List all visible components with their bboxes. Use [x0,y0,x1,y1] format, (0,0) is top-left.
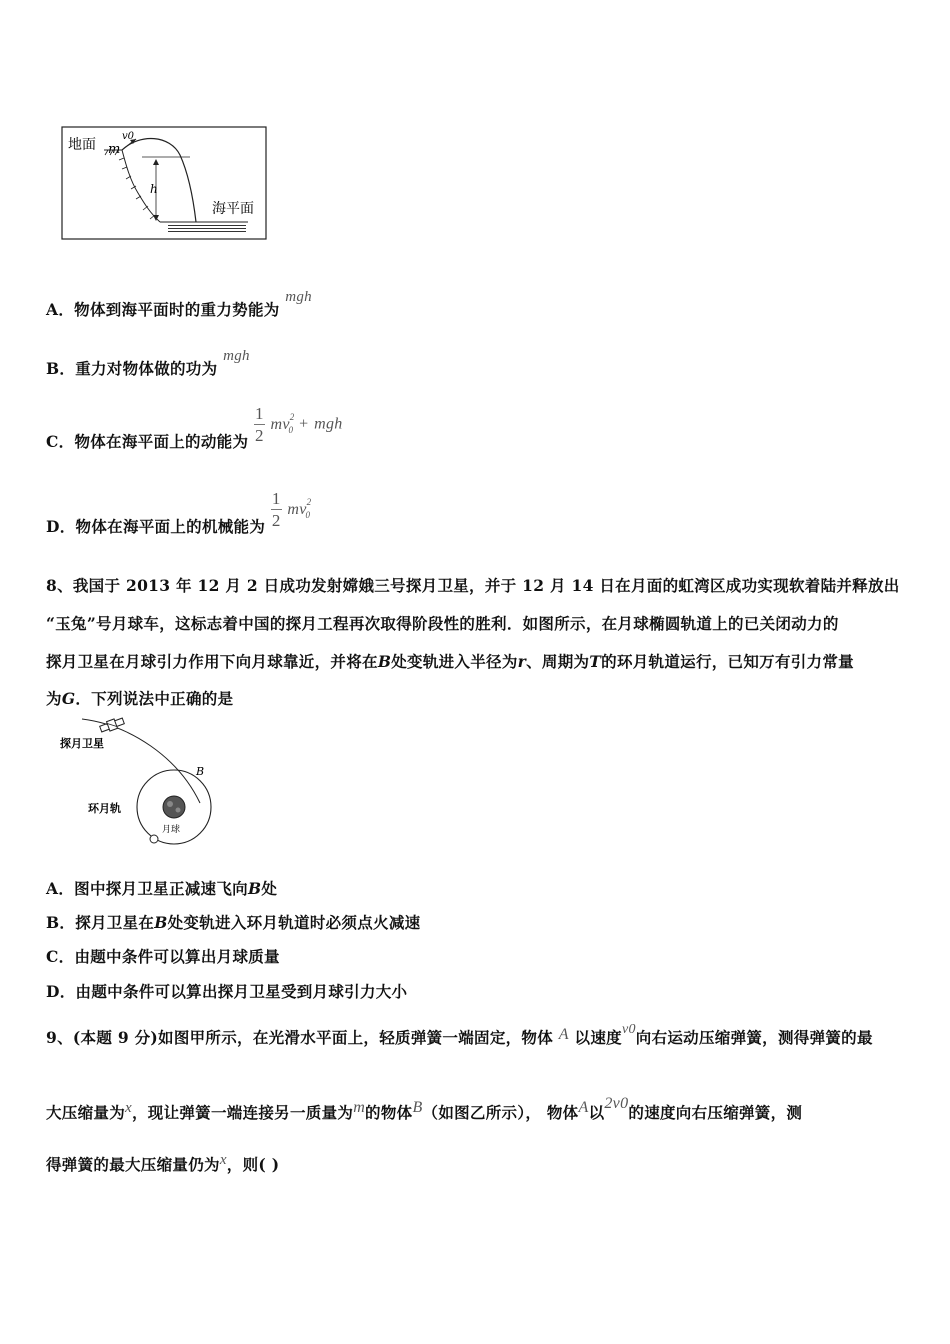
q7-option-c: C．物体在海平面上的动能为 $\frac{1}{2}$ $mv^2_0$ + mgh [46,404,343,451]
q7-option-d: D．物体在海平面上的机械能为 $\frac{1}{2}$ $mv^2_0$ [46,489,312,536]
q9-line-2: 大压缩量为x，现让弹簧一端连接另一质量为m的物体B（如图乙所示）， 物体A以2v0的速度向右压缩弹簧，测 [46,1095,803,1122]
cliff-projectile-figure [60,125,270,243]
q8-line-1: 8、我国于 2013 年 12 月 2 日成功发射嫦娥三号探月卫星，并于 12 月 14 日在月面的虹湾区成功实现软着陆并释放出 [46,576,900,595]
orbit-label: 环月轨 [88,802,121,815]
q7-option-a: A．物体到海平面时的重力势能为 mgh [46,289,312,319]
q9-line-1: 9、(本题 9 分)如图甲所示，在光滑水平面上，轻质弹簧一端固定，物体 A 以速度v0向右运动压缩弹簧，测得弹簧的最 [46,1022,873,1047]
point-b-label: B [196,765,205,778]
q8-line-2: “玉兔”号月球车，这标志着中国的探月工程再次取得阶段性的胜利．如图所示，在月球椭圆轨道上的已关闭动力的 [46,614,839,633]
satellite-icon [99,716,125,734]
lunar-orbit-figure [60,715,230,850]
ground-label: 地面 [68,137,96,153]
q9-line-3: 得弹簧的最大压缩量仍为x，则( ) [46,1152,280,1174]
sea-level-label: 海平面 [212,201,254,217]
q8-option-a: A．图中探月卫星正减速飞向B处 [46,879,278,898]
q8-option-c: C．由题中条件可以算出月球质量 [46,947,280,966]
height-label: h [150,182,158,196]
q8-option-d: D．由题中条件可以算出探月卫星受到月球引力大小 [46,982,408,1001]
moon-label: 月球 [162,825,181,835]
q7-option-a-formula: mgh [285,289,312,305]
q7-option-b: B．重力对物体做的功为 mgh [46,348,250,378]
q8-line-3: 探月卫星在月球引力作用下向月球靠近，并将在B处变轨进入半径为r、周期为T的环月轨道运行，已知万有引力常量 [46,652,854,671]
q7-option-b-formula: mgh [223,348,250,364]
probe-label: 探月卫星 [60,737,104,750]
q8-option-b: B．探月卫星在B处变轨进入环月轨道时必须点火减速 [46,913,421,932]
q8-line-4: 为G．下列说法中正确的是 [46,689,234,708]
v0-label: v0 [122,131,135,142]
mass-label: m [108,142,121,157]
